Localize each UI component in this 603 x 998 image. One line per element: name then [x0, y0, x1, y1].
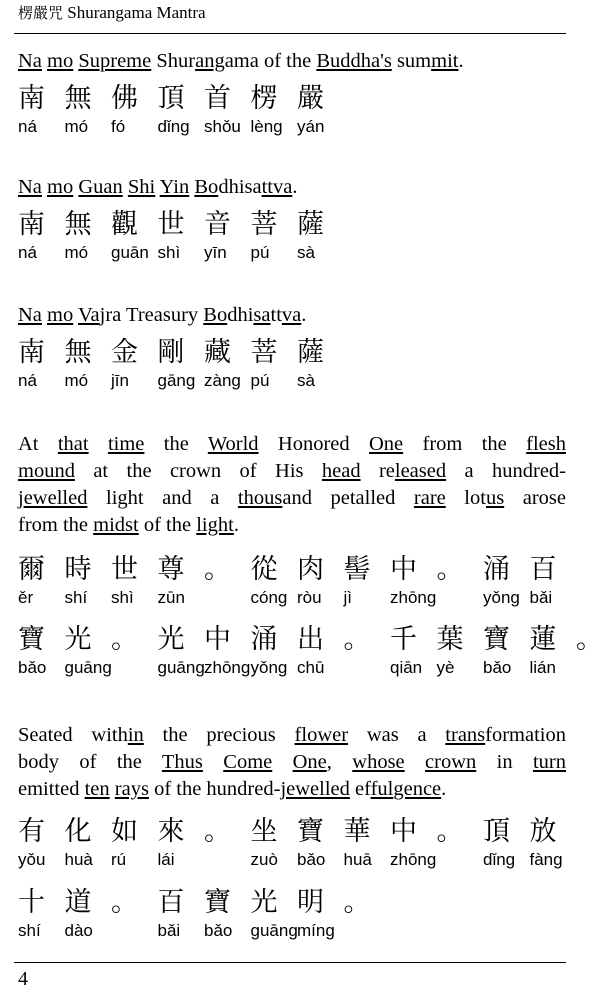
underlined-syllable: crown	[425, 751, 477, 773]
english-line: Seated within the precious flower was a transformation	[18, 724, 566, 746]
pinyin-syllable: zūn	[157, 588, 185, 607]
pinyin-syllable: ná	[18, 117, 37, 136]
punctuation-mark: 。	[343, 624, 371, 655]
hanzi-char: 首	[204, 83, 231, 114]
pinyin-syllable: shǒu	[204, 117, 241, 136]
hanzi-char: 觀	[111, 209, 138, 240]
underlined-syllable: Shi	[127, 176, 156, 198]
underlined-syllable: Yin	[159, 176, 190, 198]
hanzi-char: 光	[64, 624, 92, 655]
page-number: 4	[18, 968, 28, 990]
underlined-syllable: whose	[352, 751, 405, 773]
pinyin-syllable: guāng	[64, 658, 112, 677]
hanzi-char: 嚴	[297, 83, 324, 114]
hanzi-char: 坐	[250, 816, 278, 847]
underlined-syllable: Come	[223, 751, 273, 773]
hanzi-char: 葉	[436, 624, 464, 655]
pinyin-syllable: chū	[297, 658, 325, 677]
pinyin-syllable: lái	[157, 850, 175, 869]
pinyin-syllable: bǎi	[157, 921, 181, 940]
pinyin-syllable: shì	[111, 588, 134, 607]
underlined-syllable: head	[321, 460, 361, 482]
underlined-syllable: Na	[18, 176, 42, 198]
hanzi-char: 南	[18, 83, 45, 114]
hanzi-char: 涌	[250, 624, 278, 655]
hanzi-char: 涌	[483, 554, 510, 585]
underlined-syllable: Na	[18, 50, 42, 72]
pinyin-syllable: yǒng	[483, 588, 520, 607]
hanzi-char: 寶	[483, 624, 510, 655]
hanzi-char: 來	[157, 816, 185, 847]
underlined-syllable: mit	[431, 50, 459, 72]
hanzi-char: 世	[111, 554, 138, 585]
pinyin-syllable: mó	[64, 117, 89, 136]
pinyin-syllable: mó	[64, 243, 89, 262]
underlined-syllable: light	[196, 514, 234, 536]
underlined-syllable: Supreme	[78, 50, 152, 72]
pinyin-syllable: guān	[111, 243, 149, 262]
pinyin-syllable: zuò	[250, 850, 278, 869]
hanzi-char: 如	[111, 816, 138, 847]
pinyin-syllable: shí	[18, 921, 41, 940]
hanzi-char: 光	[157, 624, 185, 655]
hanzi-char: 尊	[157, 554, 185, 585]
pinyin-syllable: lián	[529, 658, 556, 677]
pinyin-syllable: pú	[250, 243, 270, 262]
underlined-syllable: er	[332, 724, 349, 746]
punctuation-mark: 。	[436, 554, 464, 585]
underlined-syllable: time	[107, 433, 145, 455]
running-header	[18, 2, 206, 23]
punctuation-mark: 。	[111, 624, 138, 655]
pinyin-syllable: rú	[111, 850, 127, 869]
pinyin-syllable: huà	[64, 850, 93, 869]
underlined-syllable: World	[207, 433, 259, 455]
underlined-syllable: jewelled	[280, 778, 350, 800]
underlined-syllable: ttva	[261, 176, 293, 198]
underlined-syllable: us	[485, 487, 505, 509]
underlined-syllable: thous	[237, 487, 283, 509]
hanzi-char: 中	[204, 624, 231, 655]
pinyin-syllable: shì	[157, 243, 181, 262]
pinyin-syllable: ná	[18, 371, 37, 390]
pinyin-syllable: míng	[297, 921, 335, 940]
english-line: from the midst of the light.	[18, 514, 239, 536]
hanzi-char: 有	[18, 816, 45, 847]
pinyin-syllable: zhōng	[390, 850, 437, 869]
pinyin-syllable: lèng	[250, 117, 283, 136]
hanzi-char: 菩	[250, 337, 278, 368]
pinyin-syllable: zàng	[204, 371, 241, 390]
underlined-syllable: mo	[47, 176, 74, 198]
pinyin-syllable: cóng	[250, 588, 288, 607]
hanzi-char: 佛	[111, 83, 138, 114]
pinyin-syllable: zhōng	[204, 658, 251, 677]
underlined-syllable: One	[292, 751, 327, 773]
pinyin-syllable: dǐng	[483, 850, 516, 869]
underlined-syllable: Guan	[78, 176, 123, 198]
hanzi-char: 菩	[250, 209, 278, 240]
underlined-syllable: turn	[532, 751, 566, 773]
pinyin-syllable: sà	[297, 243, 315, 262]
header-rule	[14, 33, 566, 34]
hanzi-char: 蓮	[529, 624, 557, 655]
verse-english	[18, 431, 566, 539]
verse-english: Na mo Supreme Shurangama of the Buddha's summit.	[18, 50, 464, 72]
pinyin-syllable: yǒu	[18, 850, 46, 869]
hanzi-char: 肉	[297, 554, 324, 585]
underlined-syllable: midst	[93, 514, 139, 536]
pinyin-syllable: bǎo	[18, 658, 47, 677]
hanzi-char: 千	[390, 624, 417, 655]
pinyin-syllable: mó	[64, 371, 89, 390]
header-title: Shurangama Mantra	[67, 3, 206, 22]
underlined-syllable: ang	[195, 50, 225, 72]
hanzi-char: 無	[64, 209, 92, 240]
hanzi-char: 薩	[297, 337, 324, 368]
pinyin-syllable: zhōng	[390, 588, 437, 607]
hanzi-char: 音	[204, 209, 231, 240]
underlined-syllable: mound	[18, 460, 75, 482]
hanzi-char: 藏	[204, 337, 231, 368]
punctuation-mark: 。	[111, 887, 138, 918]
verse-english	[18, 722, 566, 803]
hanzi-char: 寶	[18, 624, 45, 655]
underlined-syllable: sa	[253, 304, 271, 326]
hanzi-char: 道	[64, 887, 92, 918]
pinyin-syllable: dǐng	[157, 117, 190, 136]
underlined-syllable: Va	[78, 304, 100, 326]
pinyin-syllable: dào	[64, 921, 93, 940]
underlined-syllable: Bo	[194, 176, 219, 198]
hanzi-char: 無	[64, 83, 92, 114]
underlined-syllable: trans	[445, 724, 486, 746]
underlined-syllable: va	[281, 304, 302, 326]
hanzi-char: 百	[157, 887, 185, 918]
pinyin-syllable: bǎi	[529, 588, 553, 607]
underlined-syllable: rare	[413, 487, 446, 509]
pinyin-syllable: bǎo	[204, 921, 233, 940]
hanzi-char: 金	[111, 337, 138, 368]
pinyin-syllable: fó	[111, 117, 126, 136]
pinyin-syllable: guāng	[157, 658, 205, 677]
underlined-syllable: flesh	[526, 433, 566, 455]
english-line: body of the Thus Come One, whose crown in turn	[18, 751, 566, 773]
hanzi-char: 楞	[250, 83, 278, 114]
hanzi-char: 中	[390, 554, 417, 585]
hanzi-char: 放	[529, 816, 557, 847]
underlined-syllable: dha's	[350, 50, 392, 72]
underlined-syllable: ful	[370, 778, 394, 800]
hanzi-char: 髻	[343, 554, 371, 585]
underlined-syllable: mo	[47, 304, 74, 326]
pinyin-syllable: shí	[64, 588, 88, 607]
hanzi-char: 頂	[157, 83, 185, 114]
pinyin-syllable: ná	[18, 243, 37, 262]
pinyin-syllable: gāng	[157, 371, 196, 390]
pinyin-syllable: guāng	[250, 921, 298, 940]
punctuation-mark: 。	[436, 816, 464, 847]
pinyin-syllable: fàng	[529, 850, 563, 869]
hanzi-char: 無	[64, 337, 92, 368]
hanzi-char: 化	[64, 816, 92, 847]
underlined-syllable: that	[57, 433, 89, 455]
underlined-syllable: flow	[294, 724, 333, 746]
hanzi-char: 中	[390, 816, 417, 847]
footer-rule	[14, 962, 566, 963]
punctuation-mark: 。	[204, 554, 231, 585]
pinyin-syllable: ròu	[297, 588, 322, 607]
pinyin-syllable: bǎo	[483, 658, 512, 677]
hanzi-char: 世	[157, 209, 185, 240]
pinyin-syllable: qiān	[390, 658, 423, 677]
hanzi-char: 明	[297, 887, 324, 918]
english-line: jewelled light and a thousand petalled rare lotus arose	[18, 487, 566, 509]
pinyin-syllable: yīn	[204, 243, 227, 262]
header-chinese: 楞嚴咒	[18, 4, 64, 22]
hanzi-char: 薩	[297, 209, 324, 240]
english-line: emitted ten rays of the hundred-jewelled effulgence.	[18, 778, 447, 800]
hanzi-char: 出	[297, 624, 324, 655]
hanzi-char: 頂	[483, 816, 510, 847]
hanzi-char: 寶	[297, 816, 324, 847]
pinyin-syllable: huā	[343, 850, 372, 869]
verse-english: Na mo Vajra Treasury Bodhisattva.	[18, 304, 307, 326]
underlined-syllable: One	[369, 433, 404, 455]
pinyin-syllable: pú	[250, 371, 270, 390]
pinyin-syllable: jīn	[111, 371, 129, 390]
hanzi-char: 剛	[157, 337, 185, 368]
english-line: mound at the crown of His head released a hundred-	[18, 460, 566, 482]
hanzi-char: 光	[250, 887, 278, 918]
pinyin-syllable: sà	[297, 371, 315, 390]
underlined-syllable: leased	[394, 460, 447, 482]
underlined-syllable: Bo	[203, 304, 228, 326]
underlined-syllable: jewelled	[18, 487, 88, 509]
punctuation-mark: 。	[204, 816, 231, 847]
underlined-syllable: Bud	[316, 50, 351, 72]
underlined-syllable: gence	[393, 778, 442, 800]
verse-english: Na mo Guan Shi Yin Bodhisattva.	[18, 176, 298, 198]
hanzi-char: 時	[64, 554, 92, 585]
hanzi-char: 華	[343, 816, 371, 847]
underlined-syllable: ten	[84, 778, 110, 800]
pinyin-syllable: yán	[297, 117, 325, 136]
hanzi-char: 從	[250, 554, 278, 585]
hanzi-char: 十	[18, 887, 45, 918]
underlined-syllable: Na	[18, 304, 42, 326]
hanzi-char: 爾	[18, 554, 45, 585]
underlined-syllable: in	[127, 724, 144, 746]
underlined-syllable: mo	[47, 50, 74, 72]
pinyin-syllable: bǎo	[297, 850, 326, 869]
hanzi-char: 百	[529, 554, 557, 585]
english-line: At that time the World Honored One from the flesh	[18, 433, 566, 455]
underlined-syllable: Thus	[161, 751, 203, 773]
pinyin-syllable: yǒng	[250, 658, 288, 677]
punctuation-mark: 。	[576, 624, 603, 655]
hanzi-char: 南	[18, 209, 45, 240]
pinyin-syllable: yè	[436, 658, 455, 677]
pinyin-syllable: ěr	[18, 588, 34, 607]
hanzi-char: 寶	[204, 887, 231, 918]
underlined-syllable: rays	[114, 778, 149, 800]
hanzi-char: 南	[18, 337, 45, 368]
punctuation-mark: 。	[343, 887, 371, 918]
pinyin-syllable: jì	[343, 588, 352, 607]
